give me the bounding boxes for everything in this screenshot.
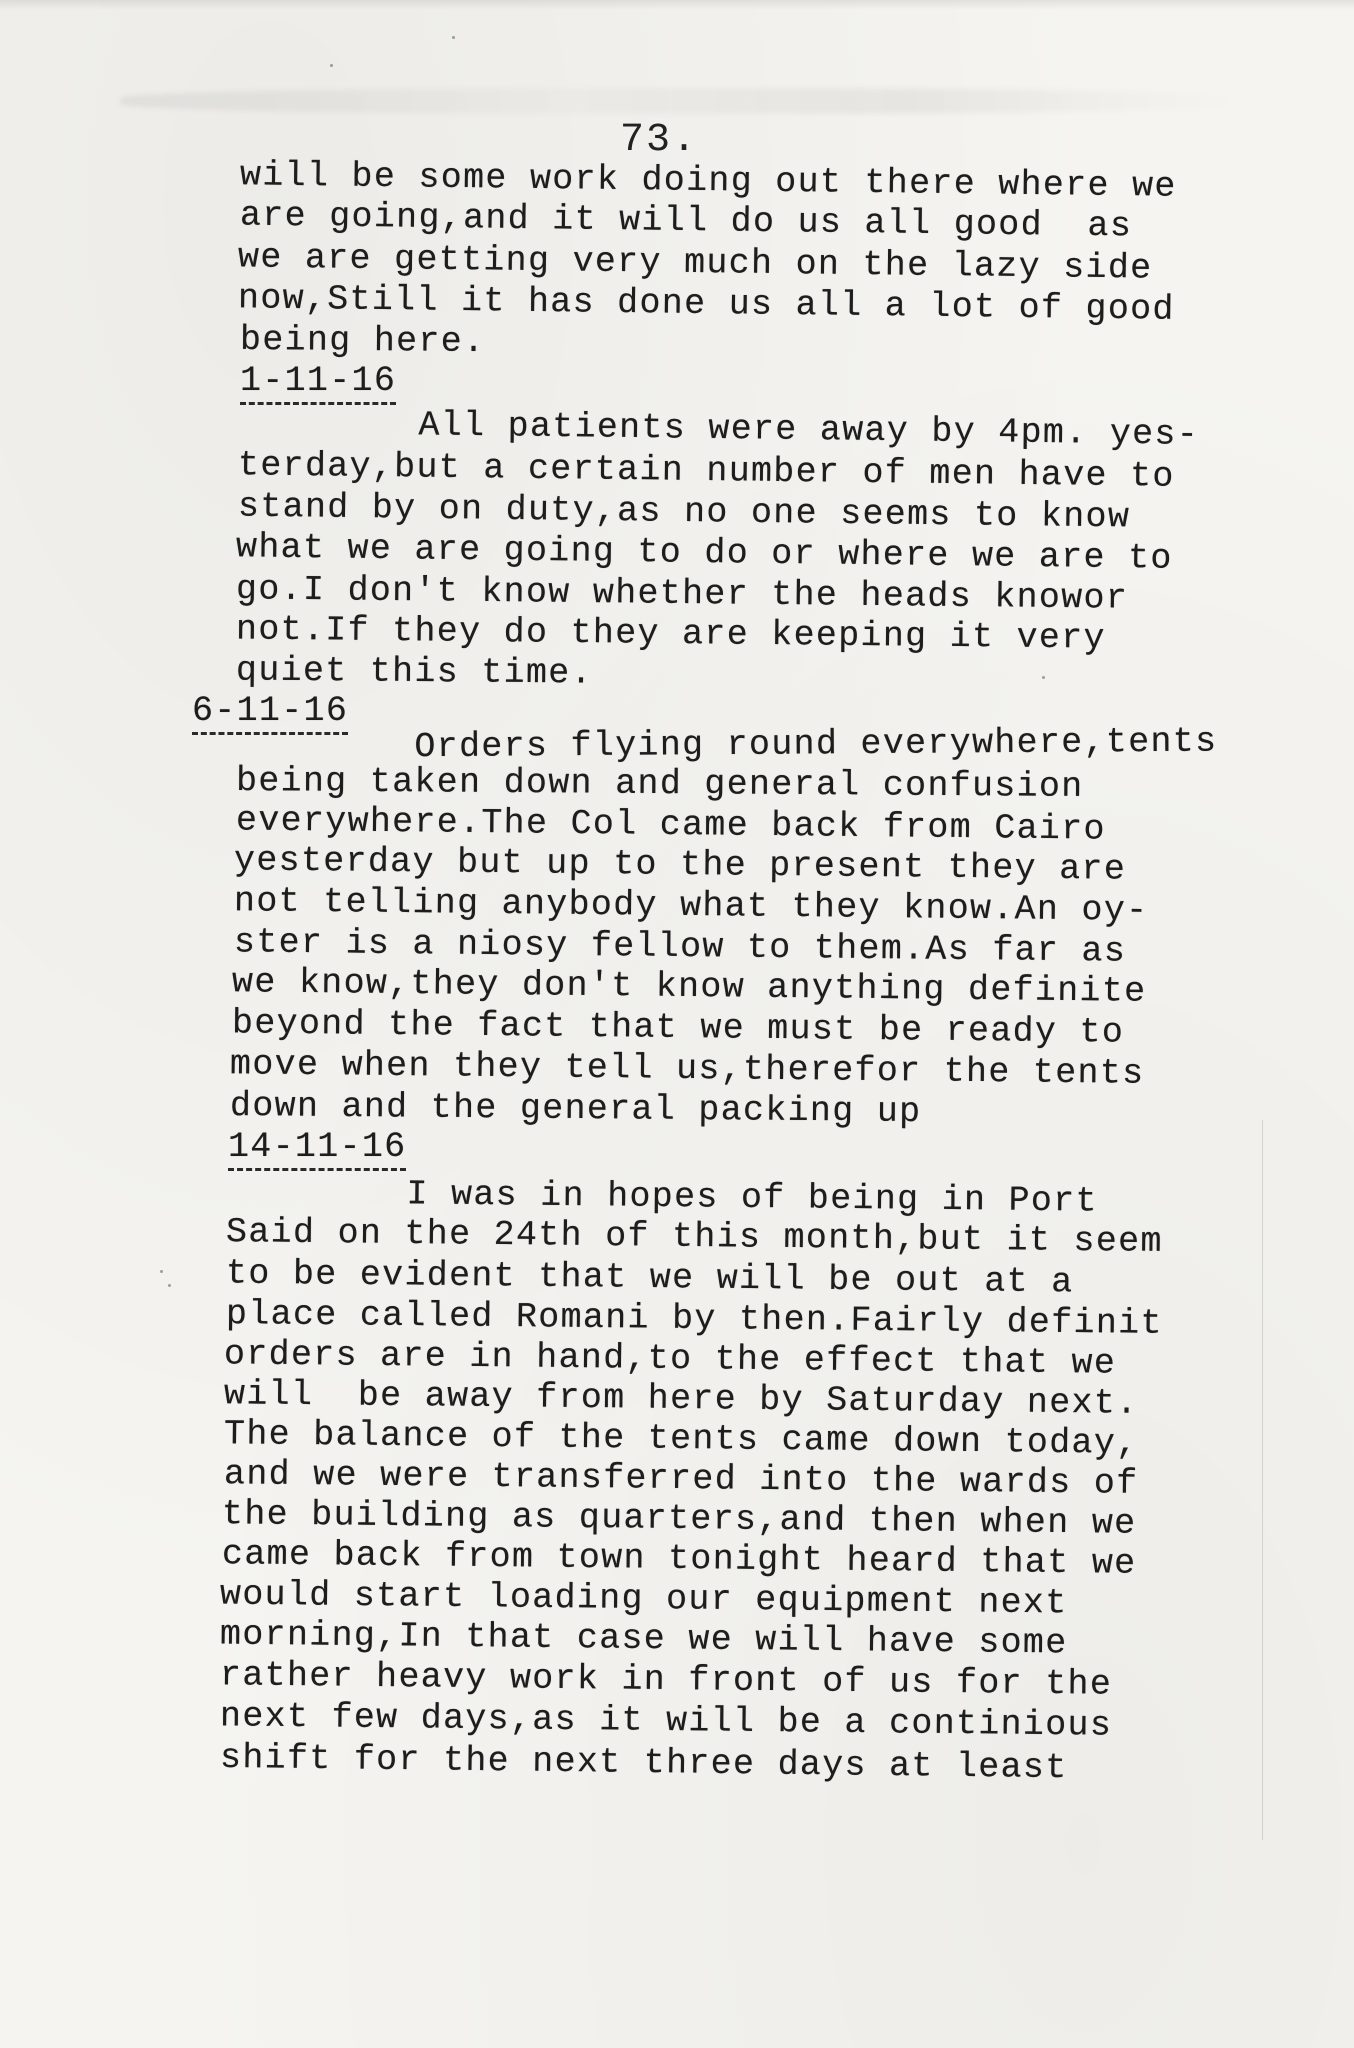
entry-date: 14-11-16 [228,1128,406,1171]
text-line: terday,but a certain number of men have to [237,445,1175,497]
page-number: 73. [620,118,699,163]
text-line: ster is a niosy fellow to them.As far as [233,922,1127,972]
text-line: place called Romani by then.Fairly definit [225,1294,1163,1344]
entry-date: 6-11-16 [192,692,348,735]
text-line: not.If they do they are keeping it very [235,609,1107,659]
text-line: are going,and it will do us all good as [239,195,1133,247]
text-line: All patients were away by 4pm. yes- [239,403,1200,455]
text-line: next few days,as it will be a continious [219,1696,1113,1746]
scan-smudge [120,88,1240,114]
text-line: down and the general packing up [229,1085,922,1133]
text-line: rather heavy work in front of us for the [219,1655,1113,1705]
text-line: stand by on duty,as no one seems to know [237,486,1131,538]
text-line: and we were transferred into the wards of [223,1454,1139,1504]
text-line: orders are in hand,to the effect that we [223,1334,1117,1384]
page-top-edge [0,0,1354,10]
text-line: yesterday but up to the present they are [233,840,1127,890]
text-line: Orders flying round everywhere,tents [235,721,1218,769]
scan-margin-line [1262,1120,1263,1840]
text-line: would start loading our equipment next [219,1574,1068,1624]
entry-date: 1-11-16 [240,362,396,405]
text-line: the building as quarters,and then when we [221,1494,1137,1544]
scan-speck [452,36,455,39]
text-line: being taken down and general confusion [235,761,1084,807]
scan-speck [160,1270,163,1273]
scan-speck [168,1284,171,1287]
text-line: we know,they don't know anything definite [231,962,1147,1012]
text-line: came back from town tonight heard that we [221,1534,1137,1584]
text-line: The balance of the tents came down today, [223,1414,1139,1464]
text-line: Said on the 24th of this month,but it seem [225,1212,1163,1262]
text-line: move when they tell us,therefor the tents [229,1044,1145,1094]
text-line: everywhere.The Col came back from Cairo [235,800,1107,850]
scan-speck [1042,676,1045,679]
text-line: to be evident that we will be out at a [225,1253,1074,1303]
text-line: being here. [239,319,486,363]
text-line: now,Still it has done us all a lot of good [237,278,1175,330]
text-line: will be away from here by Saturday next. [223,1374,1139,1424]
text-line: we are getting very much on the lazy side [237,237,1153,289]
text-line: go.I don't know whether the heads knowor [235,569,1129,619]
text-line: shift for the next three days at least [219,1737,1068,1789]
text-line: morning,In that case we will have some [219,1614,1068,1664]
text-line: beyond the fact that we must be ready to [231,1003,1125,1053]
text-line: not telling anybody what they know.An oy- [233,881,1149,931]
text-line: will be some work doing out there where we [239,155,1177,207]
text-line: what we are going to do or where we are to [235,527,1173,579]
scan-speck [330,64,333,67]
text-line: I was in hopes of being in Port [227,1172,1099,1222]
text-line: quiet this time. [235,650,594,694]
